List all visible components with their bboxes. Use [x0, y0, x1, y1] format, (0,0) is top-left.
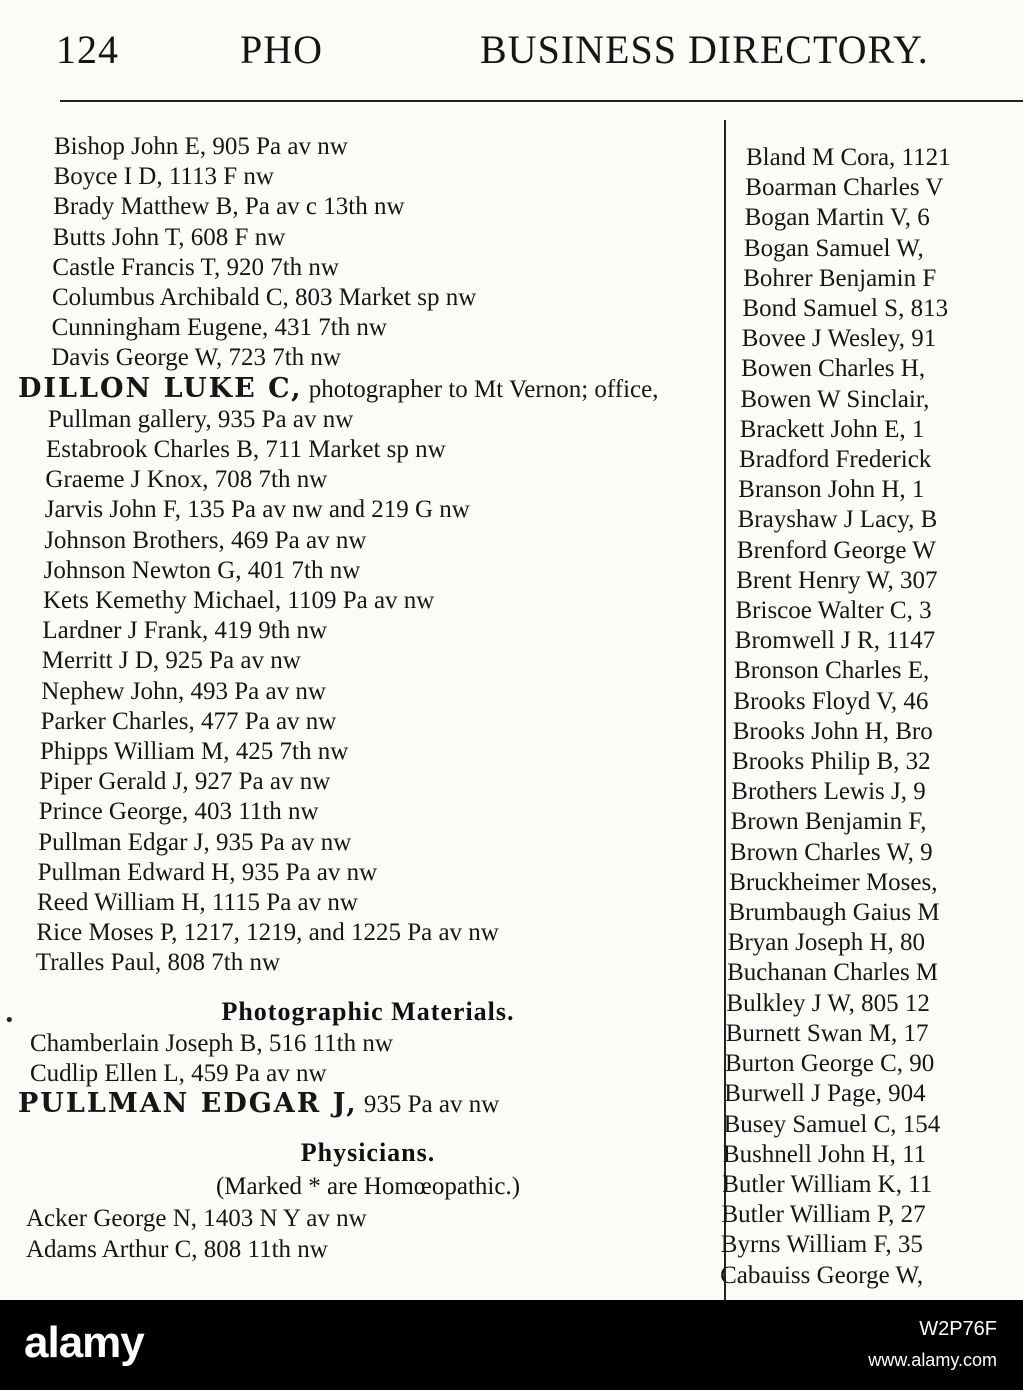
pullman-entry	[18, 1089, 718, 1120]
directory-entry: Brown Charles W, 9	[729, 838, 933, 866]
directory-entry: Tralles Paul, 808 7th nw	[35, 949, 281, 977]
right-column	[718, 143, 1023, 1291]
directory-entry: Cunningham Eugene, 431 7th nw	[51, 314, 387, 342]
directory-entry: Bryan Joseph H, 80	[727, 929, 926, 957]
directory-entry: Bovee J Wesley, 91	[741, 325, 937, 353]
directory-entry: Bronson Charles E,	[734, 657, 930, 685]
directory-entry: Bishop John E, 905 Pa av nw	[54, 133, 348, 160]
directory-entry: Boyce I D, 1113 F nw	[53, 163, 274, 191]
directory-entry: Bond Samuel S, 813	[742, 295, 949, 323]
page-title: BUSINESS DIRECTORY.	[480, 27, 929, 72]
directory-entry: Pullman Edgar J, 935 Pa av nw	[38, 828, 352, 856]
directory-entry: Brumbaugh Gaius M	[728, 899, 940, 927]
directory-entry: Burnett Swan M, 17	[725, 1019, 929, 1047]
page-number: 124	[56, 27, 119, 72]
photographers-list	[18, 132, 718, 374]
directory-entry: Reed William H, 1115 Pa av nw	[37, 889, 358, 917]
directory-entry: Butler William P, 27	[721, 1201, 926, 1229]
section-heading-physicians: Physicians.	[300, 1138, 436, 1168]
pullman-detail: 935 Pa av nw	[357, 1091, 500, 1119]
left-column	[18, 132, 718, 1265]
directory-entry: Bowen Charles H,	[741, 355, 926, 383]
header-rule	[60, 100, 1023, 102]
section-heading-photographic-materials: Photographic Materials.	[221, 996, 515, 1026]
directory-entry: Lardner J Frank, 419 9th nw	[42, 617, 328, 645]
directory-entry: Bromwell J R, 1147	[734, 627, 936, 655]
directory-entry: Brenford George W	[736, 536, 936, 564]
directory-entry: Chamberlain Joseph B, 516 11th nw	[30, 1029, 393, 1057]
photographers-list-continued	[18, 435, 718, 979]
pullman-name: PULLMAN EDGAR J,	[18, 1088, 358, 1120]
directory-entry: Brady Matthew B, Pa av c 13th nw	[53, 193, 405, 221]
directory-entry: Bogan Martin V, 6	[744, 204, 930, 232]
directory-entry: Brooks Floyd V, 46	[733, 687, 929, 715]
directory-entry: Buchanan Charles M	[727, 959, 939, 987]
directory-entry: Brown Benjamin F,	[730, 808, 927, 836]
directory-entry: Byrns William F, 35	[720, 1231, 923, 1259]
directory-entry: Phipps William M, 425 7th nw	[40, 738, 349, 766]
directory-entry: Bohrer Benjamin F	[743, 264, 937, 292]
directory-entry: Bradford Frederick	[739, 446, 932, 474]
physicians-note: (Marked * are Homœopathic.)	[215, 1173, 521, 1201]
directory-entry: Butler William K, 11	[722, 1170, 933, 1198]
directory-entry: Estabrook Charles B, 711 Market sp nw	[46, 436, 446, 464]
directory-entry: Brent Henry W, 307	[736, 566, 938, 594]
watermark-bar	[0, 1300, 1023, 1390]
directory-entry: Bogan Samuel W,	[743, 234, 924, 262]
directory-entry: Castle Francis T, 920 7th nw	[52, 253, 339, 281]
directory-entry: Bulkley J W, 805 12	[726, 989, 930, 1017]
directory-entry: Burton George C, 90	[725, 1050, 935, 1078]
directory-entry: Briscoe Walter C, 3	[735, 597, 932, 625]
directory-entry: Bland M Cora, 1121	[746, 144, 951, 171]
section-abbreviation: PHO	[240, 27, 324, 72]
directory-entry: Cabauiss George W,	[720, 1261, 924, 1289]
physicians-list-left	[18, 1204, 718, 1264]
watermark-logo: alamy	[24, 1318, 144, 1367]
directory-entry: Cudlip Ellen L, 459 Pa av nw	[30, 1059, 327, 1087]
margin-mark: •	[4, 1010, 15, 1031]
directory-entry: Brooks John H, Bro	[732, 717, 933, 745]
directory-entry: Johnson Brothers, 469 Pa av nw	[44, 526, 367, 554]
directory-entry: Jarvis John F, 135 Pa av nw and 219 G nw	[44, 496, 470, 524]
directory-entry: Parker Charles, 477 Pa av nw	[40, 707, 337, 735]
directory-entry: Bowen W Sinclair,	[740, 385, 930, 413]
directory-entry: Brothers Lewis J, 9	[731, 778, 926, 806]
dillon-name: DILLON LUKE C,	[18, 372, 303, 404]
directory-entry: Burwell J Page, 904	[724, 1080, 926, 1108]
directory-entry: Kets Kemethy Michael, 1109 Pa av nw	[43, 587, 435, 615]
watermark-url: www.alamy.com	[868, 1350, 997, 1370]
watermark-image-id: W2P76F	[919, 1318, 997, 1340]
directory-entry: Merritt J D, 925 Pa av nw	[41, 647, 301, 675]
directory-entry: Butts John T, 608 F nw	[52, 223, 286, 251]
directory-entry: Branson John H, 1	[738, 476, 925, 504]
directory-entry: Piper Gerald J, 927 Pa av nw	[39, 768, 331, 796]
directory-entry: Johnson Newton G, 401 7th nw	[43, 556, 361, 584]
directory-entry: Bushnell John H, 11	[722, 1140, 927, 1168]
directory-entry: Adams Arthur C, 808 11th nw	[26, 1235, 328, 1263]
dillon-detail: photographer to Mt Vernon; office, Pullman gallery, 935 Pa av nw	[48, 375, 659, 433]
directory-entry: Acker George N, 1403 N Y av nw	[26, 1205, 367, 1233]
directory-entry: Pullman Edward H, 935 Pa av nw	[37, 858, 378, 886]
directory-entry: Columbus Archibald C, 803 Market sp nw	[52, 284, 477, 312]
materials-list	[18, 1029, 718, 1089]
directory-entry: Brackett John E, 1	[739, 415, 925, 443]
dillon-entry	[18, 372, 718, 435]
directory-entry: Rice Moses P, 1217, 1219, and 1225 Pa av nw	[36, 919, 499, 947]
directory-entry: Boarman Charles V	[745, 174, 944, 202]
directory-entry: Busey Samuel C, 154	[723, 1110, 941, 1138]
directory-entry: Graeme J Knox, 708 7th nw	[45, 466, 328, 494]
directory-entry: Prince George, 403 11th nw	[38, 798, 319, 826]
directory-entry: Brayshaw J Lacy, B	[737, 506, 938, 534]
directory-entry: Davis George W, 723 7th nw	[51, 344, 341, 372]
directory-entry: Nephew John, 493 Pa av nw	[41, 677, 326, 705]
directory-entry: Bruckheimer Moses,	[729, 868, 938, 896]
directory-entry: Brooks Philip B, 32	[732, 748, 931, 776]
